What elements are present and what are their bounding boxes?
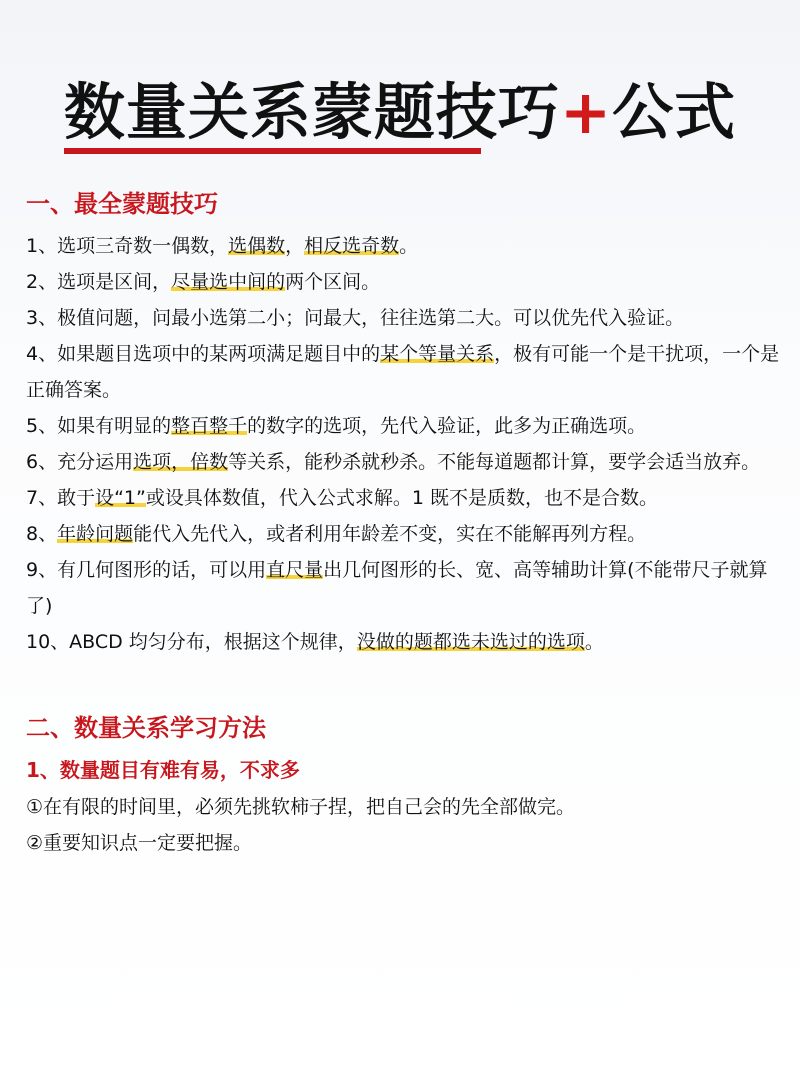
tip-item	[26, 408, 786, 444]
section-1-list	[26, 228, 786, 660]
highlighted-text: 设“1”	[95, 486, 146, 509]
tip-text: ，	[285, 234, 305, 257]
title-container	[0, 78, 800, 148]
tip-text: 的数字的选项，先代入验证，此多为正确选项。	[247, 414, 647, 437]
highlighted-text: 没做的题都选未选过的选项	[356, 630, 585, 653]
highlighted-text: 选项，倍数	[133, 450, 229, 473]
tip-text: 5、如果有明显的	[26, 414, 172, 437]
tip-text: 10、ABCD 均匀分布，根据这个规律，	[26, 630, 357, 653]
highlighted-text: 选偶数	[228, 234, 286, 257]
section-2-heading: 二、数量关系学习方法	[26, 713, 266, 742]
highlighted-text: 年龄问题	[57, 522, 134, 545]
tip-item	[26, 336, 786, 408]
tip-text: ，极有可能一个是干扰项，一个是正确答案。	[26, 342, 780, 401]
highlighted-text: 整百整千	[171, 414, 248, 437]
title-part-2: 公式	[612, 77, 737, 148]
tip-item	[26, 228, 786, 264]
tip-text: 两个区间。	[285, 270, 381, 293]
tip-text: 。	[399, 234, 419, 257]
tip-text: 8、	[26, 522, 58, 545]
section-2-subheading: 1、数量题目有难有易，不求多	[26, 758, 300, 783]
tip-text: 。	[584, 630, 604, 653]
tip-text: 4、如果题目选项中的某两项满足题目中的	[26, 342, 381, 365]
tip-text: 3、极值问题，问最小选第二小；问最大，往往选第二大。可以优先代入验证。	[26, 306, 685, 329]
section-1-heading: 一、最全蒙题技巧	[26, 190, 218, 218]
tip-item	[26, 552, 786, 624]
tip-item	[26, 444, 786, 480]
section-2-item: ①在有限的时间里，必须先挑软柿子捏，把自己会的先全部做完。	[26, 796, 576, 819]
tip-text: 6、充分运用	[26, 450, 134, 473]
title-plus: +	[559, 77, 613, 148]
highlighted-text: 直尺量	[266, 558, 324, 581]
tip-text: 2、选项是区间，	[26, 270, 172, 293]
title-underline	[64, 148, 481, 154]
tip-text: 1、选项三奇数一偶数，	[26, 234, 229, 257]
tip-item	[26, 300, 786, 336]
tip-text: 出几何图形的长、宽、高等辅助计算(不能带尺子就算了)	[26, 558, 768, 617]
section-2-item: ②重要知识点一定要把握。	[26, 832, 253, 855]
tip-item	[26, 624, 786, 660]
page-title	[64, 78, 736, 148]
tip-text: 等关系，能秒杀就秒杀。不能每道题都计算，要学会适当放弃。	[228, 450, 761, 473]
tip-text: 9、有几何图形的话，可以用	[26, 558, 267, 581]
highlighted-text: 尽量选中间的	[171, 270, 286, 293]
tip-text: 7、敢于	[26, 486, 96, 509]
tip-text: 或设具体数值，代入公式求解。1 既不是质数，也不是合数。	[145, 486, 659, 509]
title-part-1: 数量关系蒙题技巧	[63, 77, 560, 148]
tip-text: 能代入先代入，或者利用年龄差不变，实在不能解再列方程。	[133, 522, 647, 545]
content-body	[26, 188, 786, 861]
tip-item	[26, 264, 786, 300]
highlighted-text: 某个等量关系	[380, 342, 495, 365]
tip-item	[26, 480, 786, 516]
tip-item	[26, 516, 786, 552]
highlighted-text: 相反选奇数	[304, 234, 400, 257]
